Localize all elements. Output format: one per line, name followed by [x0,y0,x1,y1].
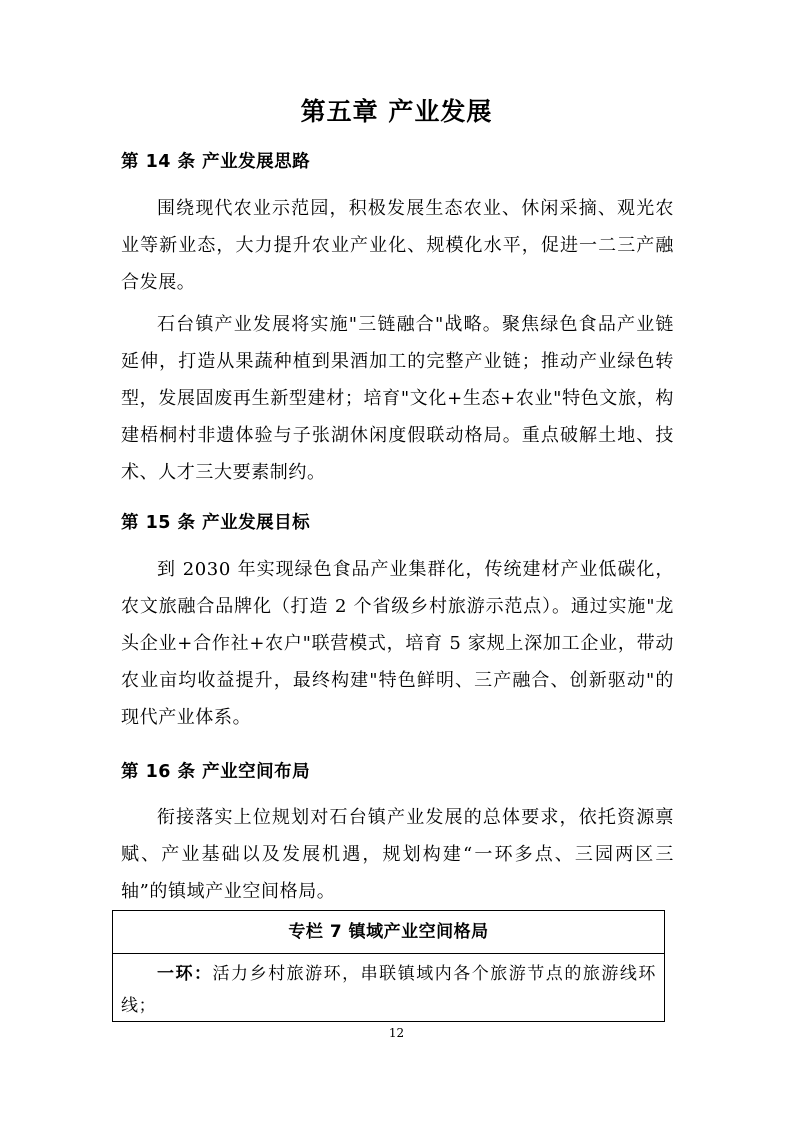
article-14-paragraph-2: 石台镇产业发展将实施"三链融合"战略。聚焦绿色食品产业链延伸，打造从果蔬种植到果酒加工的完整产业链；推动产业绿色转型，发展固废再生新型建材；培育"文化+生态+农业"特色文旅，构建梧桐村非遗体验与子张湖休闲度假联动格局。重点破解土地、技术、人才三大要素制约。 [121,314,674,483]
page-number: 12 [388,1026,405,1040]
column-box-title: 专栏 7 镇域产业空间格局 [113,911,664,954]
article-14-heading: 第 14 条 产业发展思路 [121,152,311,172]
article-16-heading: 第 16 条 产业空间布局 [121,762,311,782]
article-15-heading: 第 15 条 产业发展目标 [121,513,311,533]
column-box-text: 活力乡村旅游环，串联镇域内各个旅游节点的旅游线环线； [121,964,656,1016]
column-box-lead: 一环： [157,964,213,984]
chapter-title: 第五章 产业发展 [300,97,493,126]
column-box-body [113,954,664,1022]
article-15-paragraph-1: 到 2030 年实现绿色食品产业集群化，传统建材产业低碳化，农文旅融合品牌化（打造 2 个省级乡村旅游示范点）。通过实施"龙头企业+合作社+农户"联营模式，培育 5 家规上深加工企业，带动农业亩均收益提升，最终构建"特色鲜明、三产融合、创新驱动"的现代产业体系。 [121,559,674,728]
column-box [112,910,665,1022]
article-16-paragraph-1: 衔接落实上位规划对石台镇产业发展的总体要求，依托资源禀赋、产业基础以及发展机遇，规划构建“一环多点、三园两区三轴”的镇域产业空间格局。 [121,807,674,902]
article-14-paragraph-1: 围绕现代农业示范园，积极发展生态农业、休闲采摘、观光农业等新业态，大力提升农业产业化、规模化水平，促进一二三产融合发展。 [121,198,674,293]
